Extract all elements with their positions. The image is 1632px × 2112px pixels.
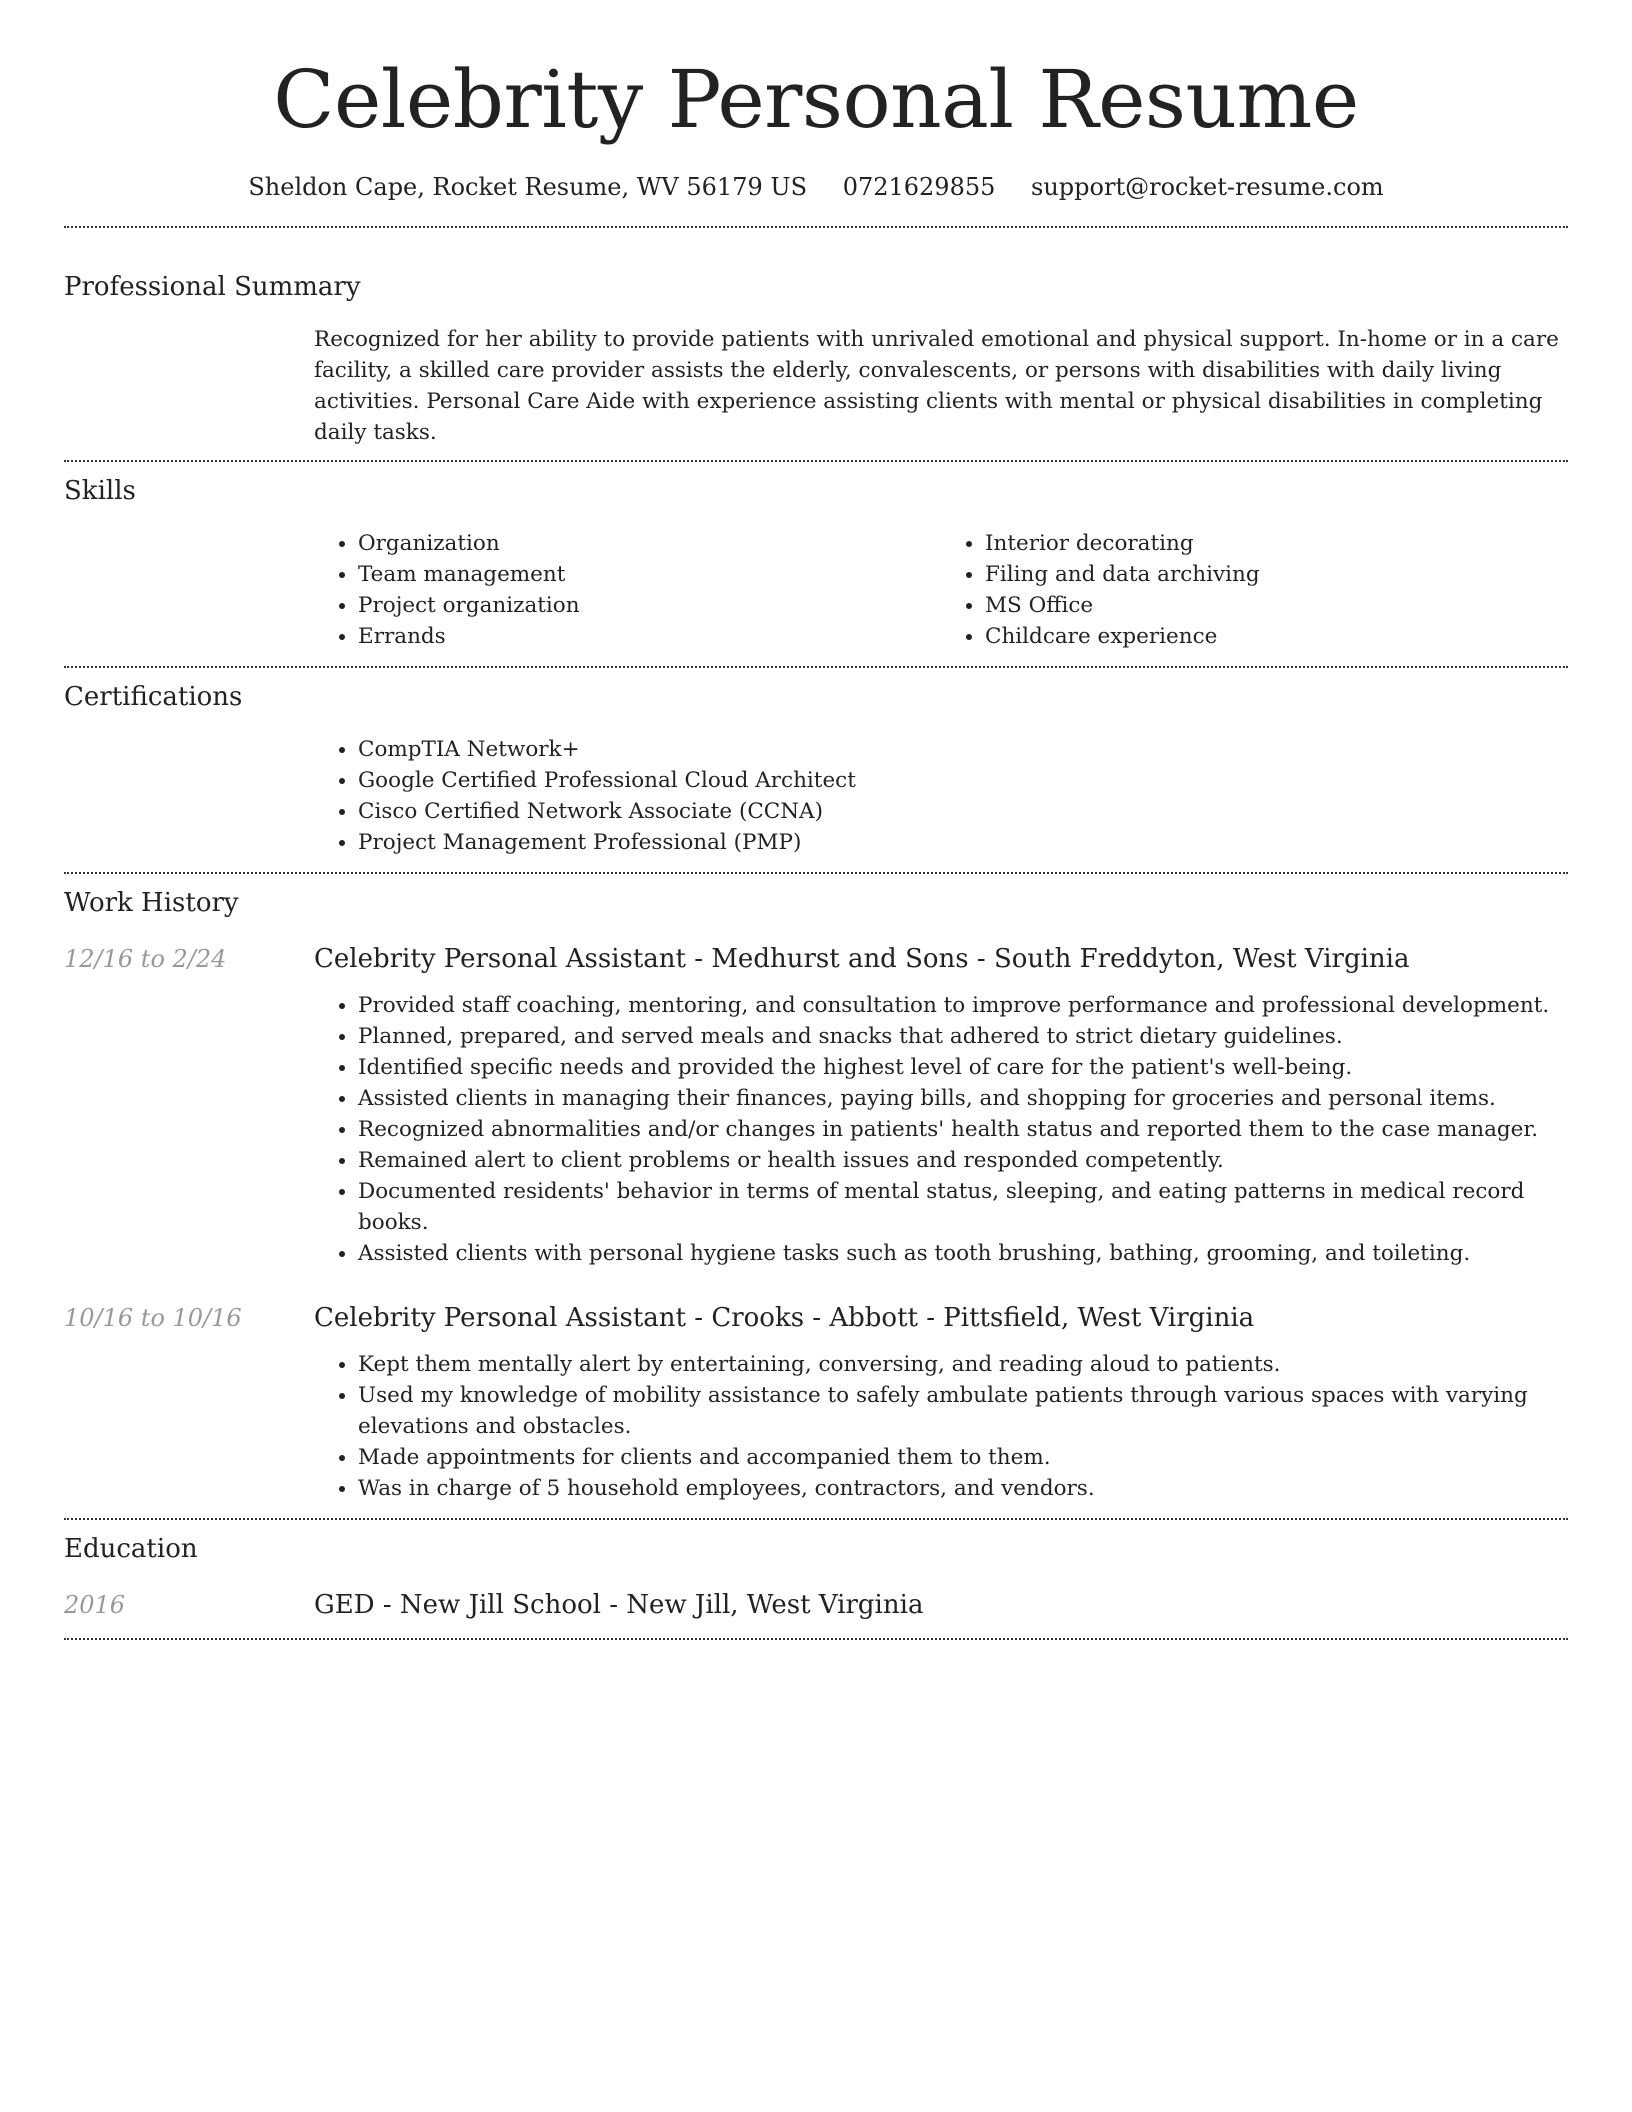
skill-item: • Interior decorating <box>985 528 1568 559</box>
section-title-skills: Skills <box>64 476 136 506</box>
certification-item: • Google Certified Professional Cloud Architect <box>358 765 1568 796</box>
education-entry <box>64 1588 1568 1622</box>
job-bullet: • Used my knowledge of mobility assistance to safely ambulate patients through various spaces with varying elevations and obstacles. <box>358 1380 1568 1442</box>
education-year: 2016 <box>64 1591 126 1619</box>
job-header <box>64 1301 1568 1335</box>
contact-line <box>64 170 1568 204</box>
skill-item: • Errands <box>358 621 941 652</box>
job-bullet: • Remained alert to client problems or health issues and responded competently. <box>358 1145 1568 1176</box>
contact-email: support@rocket-resume.com <box>1031 173 1384 201</box>
summary-section <box>64 228 1568 460</box>
job-bullet: • Provided staff coaching, mentoring, and consultation to improve performance and professional development. <box>358 990 1568 1021</box>
job-bullets <box>314 1349 1568 1504</box>
job-entry <box>64 942 1568 1269</box>
skills-list-left <box>314 528 941 652</box>
skill-item: • Project organization <box>358 590 941 621</box>
certifications-section <box>64 668 1568 872</box>
job-bullet: • Documented residents' behavior in terms of mental status, sleeping, and eating patterns in medical record books. <box>358 1176 1568 1238</box>
certifications-list <box>314 734 1568 858</box>
job-heading: Celebrity Personal Assistant - Medhurst and Sons - South Freddyton, West Virginia <box>314 944 1410 974</box>
job-bullets <box>314 990 1568 1269</box>
resume-title: Celebrity Personal Resume <box>273 53 1359 146</box>
section-title-summary: Professional Summary <box>64 272 361 302</box>
certification-item: • Project Management Professional (PMP) <box>358 827 1568 858</box>
contact-phone: 0721629855 <box>842 173 996 201</box>
summary-text: Recognized for her ability to provide patients with unrivaled emotional and physical support. In-home or in a care facility, a skilled care provider assists the elderly, convalescents, or persons with disabilities with daily living activities. Personal Care Aide with experience assisting clients with mental or physical disabilities in completing daily tasks. <box>314 327 1559 445</box>
contact-address: Sheldon Cape, Rocket Resume, WV 56179 US <box>248 173 808 201</box>
job-bullet: • Made appointments for clients and accompanied them to them. <box>358 1442 1568 1473</box>
job-dates: 12/16 to 2/24 <box>64 945 227 973</box>
skills-grid <box>314 528 1568 666</box>
job-bullet: • Assisted clients with personal hygiene tasks such as tooth brushing, bathing, grooming, and toileting. <box>358 1238 1568 1269</box>
job-header <box>64 942 1568 976</box>
job-bullet: • Was in charge of 5 household employees, contractors, and vendors. <box>358 1473 1568 1504</box>
education-heading: GED - New Jill School - New Jill, West Virginia <box>314 1590 924 1620</box>
section-title-certifications: Certifications <box>64 682 243 712</box>
job-details <box>314 990 1568 1269</box>
work-history-section <box>64 874 1568 1518</box>
divider <box>64 1638 1568 1640</box>
job-bullet: • Assisted clients in managing their finances, paying bills, and shopping for groceries and personal items. <box>358 1083 1568 1114</box>
job-dates: 10/16 to 10/16 <box>64 1304 242 1332</box>
job-bullet: • Recognized abnormalities and/or changes in patients' health status and reported them to the case manager. <box>358 1114 1568 1145</box>
job-details <box>314 1349 1568 1504</box>
job-bullet: • Kept them mentally alert by entertaining, conversing, and reading aloud to patients. <box>358 1349 1568 1380</box>
skill-item: • Organization <box>358 528 941 559</box>
skill-item: • Filing and data archiving <box>985 559 1568 590</box>
certification-item: • CompTIA Network+ <box>358 734 1568 765</box>
skills-list-right <box>941 528 1568 652</box>
education-section <box>64 1520 1568 1638</box>
job-bullet: • Planned, prepared, and served meals and snacks that adhered to strict dietary guidelines. <box>358 1021 1568 1052</box>
job-heading: Celebrity Personal Assistant - Crooks - Abbott - Pittsfield, West Virginia <box>314 1303 1255 1333</box>
job-entry <box>64 1301 1568 1518</box>
skill-item: • Team management <box>358 559 941 590</box>
job-bullet: • Identified specific needs and provided the highest level of care for the patient's well-being. <box>358 1052 1568 1083</box>
skill-item: • Childcare experience <box>985 621 1568 652</box>
skill-item: • MS Office <box>985 590 1568 621</box>
section-title-work: Work History <box>64 888 239 918</box>
skills-section <box>64 462 1568 666</box>
certifications-body <box>314 734 1568 872</box>
certification-item: • Cisco Certified Network Associate (CCNA) <box>358 796 1568 827</box>
section-title-education: Education <box>64 1534 198 1564</box>
